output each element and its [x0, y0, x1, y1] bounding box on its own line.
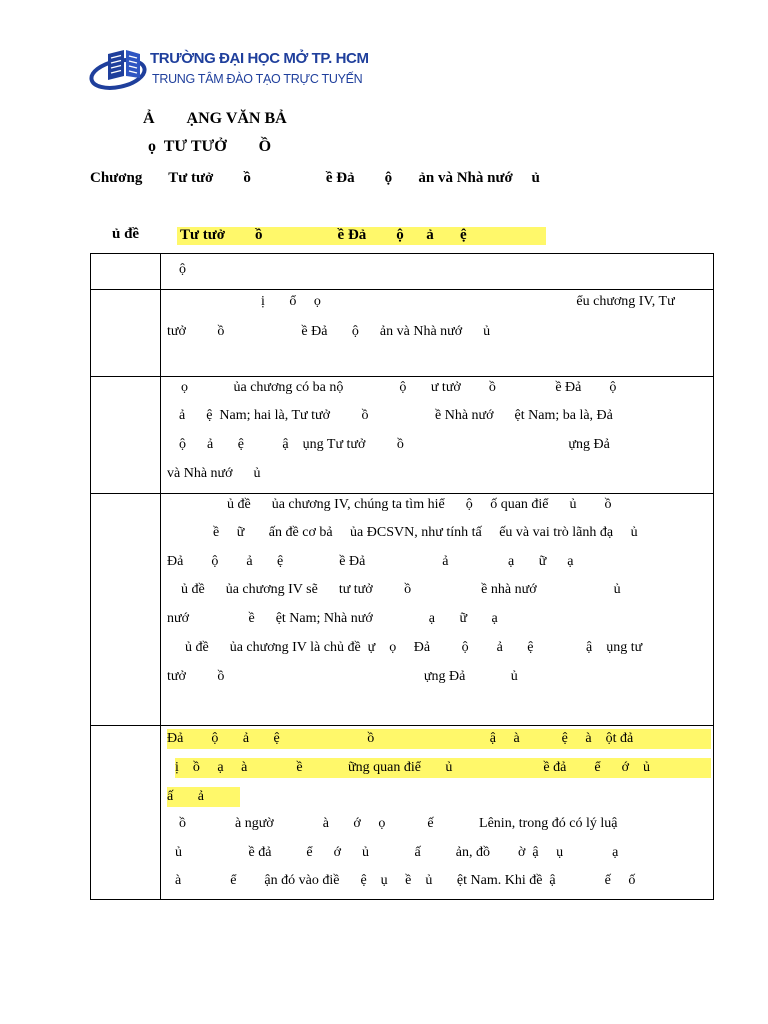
- text-line: à ể ận đó vào điề ệ ụ ề ủ ệt Nam. Khi đề ậ ế ố: [175, 873, 636, 888]
- topic-value: Tư tưở ồ ề Đả ộ ả ệ: [177, 227, 546, 245]
- row-label-cell: [91, 494, 161, 726]
- subject-title: ọ TƯ TƯỞ Ồ: [148, 138, 272, 155]
- text-line: ị ổ ọ ểu chương IV, Tư: [261, 294, 675, 309]
- table-row: [91, 377, 714, 494]
- content-table: [90, 253, 714, 900]
- text-line: ồ à ngườ à ớ ọ ế Lênin, trong đó có lý luậ: [179, 816, 618, 831]
- row-content-cell: [161, 494, 714, 726]
- book-globe-icon: [88, 46, 150, 92]
- table-row: [91, 290, 714, 377]
- row-label-cell: [91, 290, 161, 377]
- document-title: Ả ẠNG VĂN BẢ: [143, 110, 287, 127]
- row-content-cell: [161, 726, 714, 900]
- text-line: tưở ồ ựng Đả ủ: [167, 669, 518, 684]
- logo-subtitle: TRUNG TÂM ĐÀO TẠO TRỰC TUYẾN: [152, 72, 363, 86]
- table-row: [91, 494, 714, 726]
- row-content-cell: [161, 254, 714, 290]
- table-row: [91, 726, 714, 900]
- row-label-cell: [91, 377, 161, 494]
- chapter-title: Chương Tư tưở ồ ề Đả ộ ản và Nhà nướ ủ: [90, 170, 540, 186]
- row-label-cell: [91, 254, 161, 290]
- text-line: ộ ả ệ ậ ụng Tư tưở ồ ựng Đả: [179, 437, 610, 452]
- text-line: ề ữ ấn đề cơ bả ủa ĐCSVN, như tính tấ ếu và vai trò lãnh đạ ủ: [213, 525, 638, 540]
- text-line: ấ ả: [167, 787, 240, 807]
- text-line: ả ệ Nam; hai là, Tư tưở ồ ề Nhà nướ ệt Nam; ba là, Đả: [179, 408, 613, 423]
- text-line: ủ đề ủa chương IV, chúng ta tìm hiể ộ ố quan điể ủ ồ: [227, 497, 612, 512]
- text-line: Đả ộ ả ệ ồ ậ à ệ à ột đả: [167, 729, 711, 749]
- row-content-cell: [161, 377, 714, 494]
- text-line: nướ ề ệt Nam; Nhà nướ ạ ữ ạ: [167, 611, 498, 626]
- logo-title: TRƯỜNG ĐẠI HỌC MỞ TP. HCM: [150, 50, 369, 67]
- text-line: tưở ồ ề Đả ộ ản và Nhà nướ ủ: [167, 324, 491, 339]
- text-line: ủ ề đả ể ớ ủ ấ ản, đồ ờ ậ ụ ạ: [175, 845, 619, 860]
- table-row: [91, 254, 714, 290]
- row-content-cell: [161, 290, 714, 377]
- text-line: ọ ủa chương có ba nộ ộ ư tưở ồ ề Đả ộ: [181, 380, 617, 395]
- text-line: ị ồ ạ à ề ững quan điể ủ ề đả ể ớ ủ: [175, 758, 711, 778]
- text-line: ủ đề ủa chương IV sẽ tư tưở ồ ề nhà nướ ủ: [181, 582, 621, 597]
- text-line: Đả ộ ả ệ ề Đả ả ạ ữ ạ: [167, 554, 574, 569]
- text-line: ộ: [179, 262, 186, 277]
- text-line: và Nhà nướ ủ: [167, 466, 261, 481]
- university-logo: [88, 42, 369, 98]
- text-line: ủ đề ủa chương IV là chủ đề ự ọ Đả ộ ả ệ ậ ụng tư: [185, 640, 643, 655]
- topic-label: ủ đề: [112, 226, 140, 242]
- row-label-cell: [91, 726, 161, 900]
